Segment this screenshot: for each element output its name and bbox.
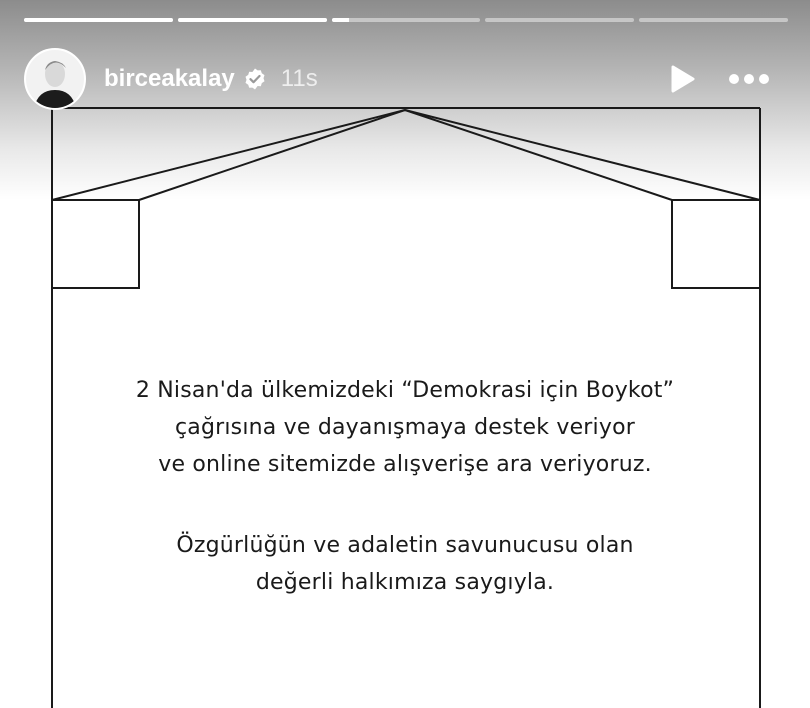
message-line: çağrısına ve dayanışmaya destek veriyor (174, 415, 635, 440)
story-progress-bar (24, 18, 788, 22)
message-paragraph-1 (60, 372, 750, 483)
message-line: 2 Nisan'da ülkemizdeki “Demokrasi için Boykot” (135, 378, 675, 403)
verified-badge-icon (243, 67, 267, 91)
progress-segment (24, 18, 173, 22)
progress-segment (178, 18, 327, 22)
play-icon[interactable] (668, 64, 696, 94)
more-options-icon[interactable] (728, 73, 770, 85)
story-header (24, 46, 786, 112)
message-line: ve online sitemizde alışverişe ara veriyoruz. (158, 452, 652, 477)
avatar-photo (26, 50, 84, 108)
story-controls (668, 64, 770, 94)
story-timestamp: 11s (280, 65, 318, 92)
username[interactable]: birceakalay (104, 65, 235, 92)
message-line: Özgürlüğün ve adaletin savunucusu olan (176, 533, 634, 558)
progress-segment (485, 18, 634, 22)
progress-segment (332, 18, 481, 22)
message-paragraph-2 (60, 527, 750, 601)
progress-segment (639, 18, 788, 22)
message-line: değerli halkımıza saygıyla. (255, 570, 555, 595)
avatar[interactable] (24, 48, 86, 110)
